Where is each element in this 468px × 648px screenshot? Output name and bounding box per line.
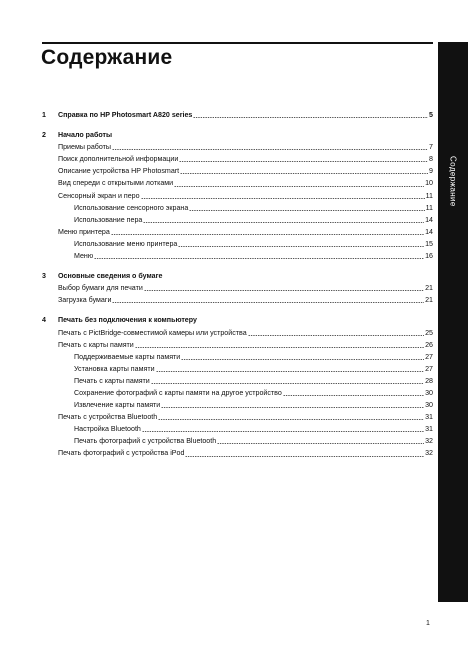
toc-entry-title: Печать фотографий с устройства iPod xyxy=(58,449,185,458)
toc-entry-title: Извлечение карты памяти xyxy=(74,401,161,410)
toc-leader-dots xyxy=(283,395,424,396)
toc-entry-title: Загрузка бумаги xyxy=(58,296,112,305)
toc-leader-dots xyxy=(193,117,428,118)
toc-page-number: 31 xyxy=(425,425,433,434)
toc-entry-title: Установка карты памяти xyxy=(74,364,155,373)
toc-entry[interactable] xyxy=(42,238,433,250)
toc-leader-dots xyxy=(141,198,425,199)
toc-page-number: 27 xyxy=(425,364,433,373)
toc-chapter-title: Печать без подключения к компьютеру xyxy=(58,316,197,325)
toc-leader-dots xyxy=(112,302,424,303)
toc-entry-title: Вид спереди с открытыми лотками xyxy=(58,179,174,188)
toc-page-number: 30 xyxy=(425,388,433,397)
toc-page-number: 21 xyxy=(425,296,433,305)
side-tab xyxy=(438,42,468,602)
toc-entry-title: Использование сенсорного экрана xyxy=(74,203,189,212)
toc-page-number: 9 xyxy=(429,167,433,176)
toc-entry-title: Поддерживаемые карты памяти xyxy=(74,352,181,361)
toc-leader-dots xyxy=(174,186,424,187)
toc-chapter-number: 2 xyxy=(42,131,46,140)
toc-leader-dots xyxy=(181,359,424,360)
toc-leader-dots xyxy=(156,371,425,372)
toc-entry-title: Сохранение фотографий с карты памяти на другое устройство xyxy=(74,388,282,397)
toc-page-number: 11 xyxy=(425,191,433,200)
toc-entry[interactable] xyxy=(42,250,433,262)
toc-entry[interactable] xyxy=(42,202,433,214)
toc-entry-title: Печать фотографий с устройства Bluetooth xyxy=(74,437,217,446)
toc-chapter-number: 1 xyxy=(42,111,46,119)
toc-entry[interactable] xyxy=(42,282,433,294)
toc-entry[interactable] xyxy=(42,375,433,387)
toc-leader-dots xyxy=(142,431,424,432)
toc-chapter xyxy=(42,270,433,306)
toc-entry-title: Печать с карты памяти xyxy=(58,340,134,349)
toc-page-number: 7 xyxy=(429,143,433,152)
toc-chapter-heading[interactable] xyxy=(42,314,433,326)
toc-entry-title: Использование меню принтера xyxy=(74,239,178,248)
top-rule xyxy=(42,42,433,44)
toc-entry[interactable] xyxy=(42,363,433,375)
toc-chapter-heading[interactable] xyxy=(42,270,433,282)
toc-page-number: 25 xyxy=(425,328,433,337)
toc-entry-title: Сенсорный экран и перо xyxy=(58,191,140,200)
toc-chapter-heading[interactable] xyxy=(42,129,433,141)
toc-entry-title: Поиск дополнительной информации xyxy=(58,155,179,164)
side-tab-label: Содержание xyxy=(448,155,458,207)
toc-entry-title: Меню xyxy=(74,252,94,261)
toc-entry-title: Настройка Bluetooth xyxy=(74,425,141,434)
toc-entry[interactable] xyxy=(42,447,433,459)
toc-page-number: 16 xyxy=(425,252,433,261)
toc-entry-title: Описание устройства HP Photosmart xyxy=(58,167,180,176)
toc-entry[interactable] xyxy=(42,190,433,202)
toc-leader-dots xyxy=(185,456,424,457)
side-tab-label-box xyxy=(438,126,468,236)
toc-entry[interactable] xyxy=(42,399,433,411)
toc-page-number: 21 xyxy=(425,284,433,293)
toc-leader-dots xyxy=(111,234,424,235)
toc-leader-dots xyxy=(179,161,428,162)
toc-page-number: 5 xyxy=(429,111,433,119)
toc-entry[interactable] xyxy=(42,226,433,238)
toc-entry-title: Выбор бумаги для печати xyxy=(58,284,143,293)
toc-leader-dots xyxy=(248,335,424,336)
toc-chapter-title: Справка по HP Photosmart A820 series xyxy=(58,111,193,119)
toc-chapter xyxy=(42,314,433,459)
toc-leader-dots xyxy=(151,383,424,384)
toc-page-number: 10 xyxy=(425,179,433,188)
toc-page-number: 27 xyxy=(425,352,433,361)
toc-entry[interactable] xyxy=(42,177,433,189)
page-number: 1 xyxy=(426,620,430,627)
toc-entry-title: Печать с PictBridge-совместимой камеры или устройства xyxy=(58,328,247,337)
toc-leader-dots xyxy=(158,419,424,420)
toc-leader-dots xyxy=(189,210,424,211)
toc-entry[interactable] xyxy=(42,351,433,363)
toc-page-number: 32 xyxy=(425,449,433,458)
toc-entry[interactable] xyxy=(42,294,433,306)
toc-entry[interactable] xyxy=(42,423,433,435)
toc-leader-dots xyxy=(180,173,428,174)
toc-chapter-title: Начало работы xyxy=(58,131,113,140)
toc-page-number: 14 xyxy=(425,227,433,236)
toc-leader-dots xyxy=(112,149,428,150)
toc-page-number: 26 xyxy=(425,340,433,349)
toc-entry-title: Печать с устройства Bluetooth xyxy=(58,413,158,422)
toc-leader-dots xyxy=(143,222,424,223)
toc-leader-dots xyxy=(178,246,424,247)
toc-leader-dots xyxy=(217,443,424,444)
toc-chapter xyxy=(42,109,433,121)
toc-chapter-title: Основные сведения о бумаге xyxy=(58,272,163,281)
toc-page-number: 14 xyxy=(425,215,433,224)
toc-chapter-number: 4 xyxy=(42,316,46,325)
toc-entry[interactable] xyxy=(42,339,433,351)
toc-leader-dots xyxy=(135,347,424,348)
toc-page-number: 11 xyxy=(425,203,433,212)
table-of-contents xyxy=(42,109,433,463)
toc-leader-dots xyxy=(144,290,424,291)
toc-entry-title: Меню принтера xyxy=(58,227,110,236)
toc-entry-title: Использование пера xyxy=(74,215,143,224)
toc-page-number: 30 xyxy=(425,401,433,410)
toc-entry[interactable] xyxy=(42,153,433,165)
toc-page-number: 28 xyxy=(425,376,433,385)
toc-entry[interactable] xyxy=(42,387,433,399)
toc-leader-dots xyxy=(161,407,424,408)
toc-page-number: 31 xyxy=(425,413,433,422)
toc-entry[interactable] xyxy=(42,141,433,153)
page-title: Содержание xyxy=(41,46,173,69)
toc-chapter-number: 3 xyxy=(42,272,46,281)
toc-entry[interactable] xyxy=(42,214,433,226)
toc-entry[interactable] xyxy=(42,165,433,177)
toc-chapter xyxy=(42,129,433,262)
toc-leader-dots xyxy=(94,258,424,259)
toc-entry[interactable] xyxy=(42,435,433,447)
toc-chapter-heading[interactable] xyxy=(42,109,433,121)
toc-page-number: 32 xyxy=(425,437,433,446)
toc-page-number: 8 xyxy=(429,155,433,164)
toc-entry[interactable] xyxy=(42,327,433,339)
toc-entry-title: Печать с карты памяти xyxy=(74,376,150,385)
toc-entry-title: Приемы работы xyxy=(58,143,111,152)
toc-entry[interactable] xyxy=(42,411,433,423)
toc-page-number: 15 xyxy=(425,239,433,248)
